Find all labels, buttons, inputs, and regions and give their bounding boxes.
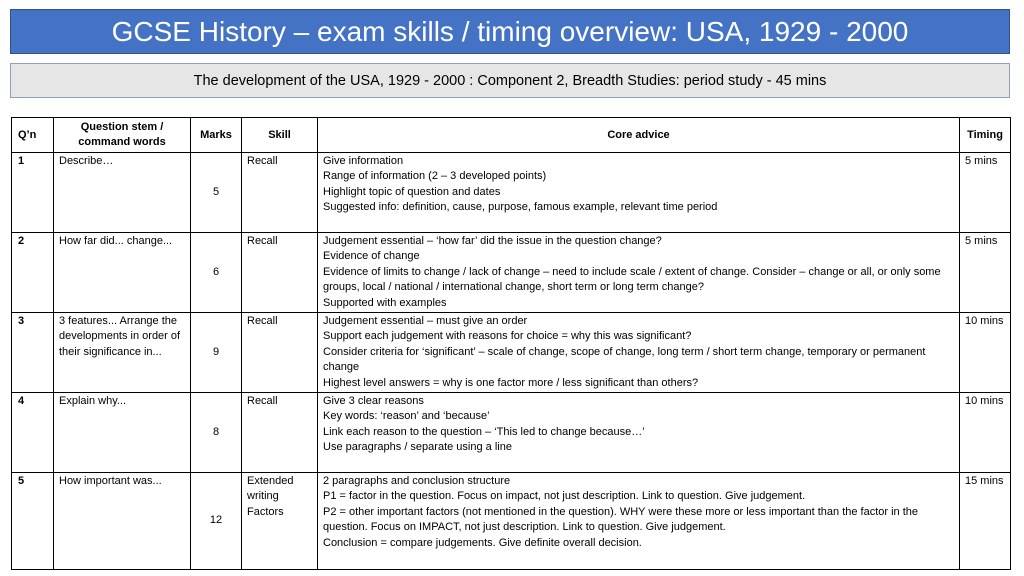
row-core-advice <box>318 473 960 570</box>
advice-line: Evidence of change <box>323 250 420 263</box>
advice-line: Link each reason to the question – ‘This led to change because…’ <box>323 425 645 438</box>
stem-line: How important was... <box>59 475 162 488</box>
row-core-advice <box>318 313 960 393</box>
table-row <box>12 233 1011 313</box>
advice-line: Supported with examples <box>323 296 447 309</box>
row-question-number: 4 <box>12 393 54 473</box>
advice-line: Judgement essential – must give an order <box>323 315 528 328</box>
row-skill <box>242 313 318 393</box>
row-core-advice <box>318 153 960 233</box>
row-question-number: 1 <box>12 153 54 233</box>
advice-line: Give 3 clear reasons <box>323 395 424 408</box>
row-question-stem <box>54 313 191 393</box>
table-row <box>12 313 1011 393</box>
row-marks: 5 <box>191 153 242 233</box>
table-row <box>12 393 1011 473</box>
advice-line: Highest level answers = why is one factor more / less significant than others? <box>323 376 699 389</box>
stem-line: Describe… <box>59 155 114 167</box>
table-row <box>12 153 1011 233</box>
table-header-row <box>12 118 1011 153</box>
stem-line: 3 features... Arrange the developments in order of their significance in... <box>59 315 181 358</box>
advice-line: Range of information (2 – 3 developed points) <box>323 170 547 183</box>
row-marks: 9 <box>191 313 242 393</box>
row-question-stem <box>54 473 191 570</box>
row-marks: 12 <box>191 473 242 570</box>
advice-line: P1 = factor in the question. Focus on impact, not just description. Link to question. Give judgement. <box>323 490 806 503</box>
row-skill <box>242 393 318 473</box>
advice-line: Support each judgement with reasons for choice = why this was significant? <box>323 330 692 343</box>
advice-line: Suggested info: definition, cause, purpose, famous example, relevant time period <box>323 201 718 214</box>
row-timing: 5 mins <box>960 233 1011 313</box>
row-timing: 15 mins <box>960 473 1011 570</box>
header-question-stem-line1: Question stem / <box>80 121 164 133</box>
row-question-number: 2 <box>12 233 54 313</box>
header-marks: Marks <box>191 118 242 153</box>
advice-line: Give information <box>323 155 404 167</box>
skill-line: Recall <box>247 395 278 408</box>
row-timing: 10 mins <box>960 313 1011 393</box>
stem-line: Explain why... <box>59 395 127 408</box>
advice-line: Consider criteria for ‘significant’ – scale of change, scope of change, long term / short term change, temporary or permanent change <box>323 345 926 374</box>
advice-line: Highlight topic of question and dates <box>323 185 501 198</box>
table-row <box>12 473 1011 570</box>
header-timing: Timing <box>960 118 1011 153</box>
advice-line: Use paragraphs / separate using a line <box>323 441 512 454</box>
header-skill: Skill <box>242 118 318 153</box>
row-question-stem <box>54 233 191 313</box>
skill-line: Recall <box>247 155 278 167</box>
header-question-stem-line2: command words <box>78 136 166 148</box>
row-question-stem <box>54 153 191 233</box>
advice-line: Judgement essential – ‘how far’ did the issue in the question change? <box>323 235 662 247</box>
header-core-advice: Core advice <box>318 118 960 153</box>
skill-line: Extended <box>247 475 294 488</box>
page-subtitle: The development of the USA, 1929 - 2000 : Component 2, Breadth Studies: period study - 45 mins <box>10 63 1010 98</box>
advice-line: Key words: ‘reason’ and ‘because’ <box>323 410 490 423</box>
row-skill <box>242 473 318 570</box>
row-skill <box>242 233 318 313</box>
row-marks: 8 <box>191 393 242 473</box>
page-title: GCSE History – exam skills / timing overview: USA, 1929 - 2000 <box>10 9 1010 54</box>
skill-line: Factors <box>247 505 284 518</box>
row-timing: 5 mins <box>960 153 1011 233</box>
skill-line: writing <box>247 490 279 503</box>
row-core-advice <box>318 233 960 313</box>
skill-line: Recall <box>247 315 278 328</box>
row-marks: 6 <box>191 233 242 313</box>
row-timing: 10 mins <box>960 393 1011 473</box>
row-question-number: 5 <box>12 473 54 570</box>
header-question-number: Q’n <box>12 118 54 153</box>
exam-skills-table <box>11 117 1011 570</box>
row-core-advice <box>318 393 960 473</box>
advice-line: 2 paragraphs and conclusion structure <box>323 475 511 488</box>
skill-line: Recall <box>247 235 278 247</box>
header-question-stem <box>54 118 191 153</box>
row-question-stem <box>54 393 191 473</box>
advice-line: P2 = other important factors (not mentioned in the question). WHY were these more or less important than the factor in the question. Focus on IMPACT, not just description. Link to question. Give judgement. <box>323 505 919 534</box>
advice-line: Conclusion = compare judgements. Give definite overall decision. <box>323 536 642 549</box>
stem-line: How far did... change... <box>59 235 173 247</box>
row-skill <box>242 153 318 233</box>
advice-line: Evidence of limits to change / lack of change – need to include scale / extent of change. Consider – change or all, or only some groups, local / national / international change, short term or long term change? <box>323 265 941 294</box>
row-question-number: 3 <box>12 313 54 393</box>
